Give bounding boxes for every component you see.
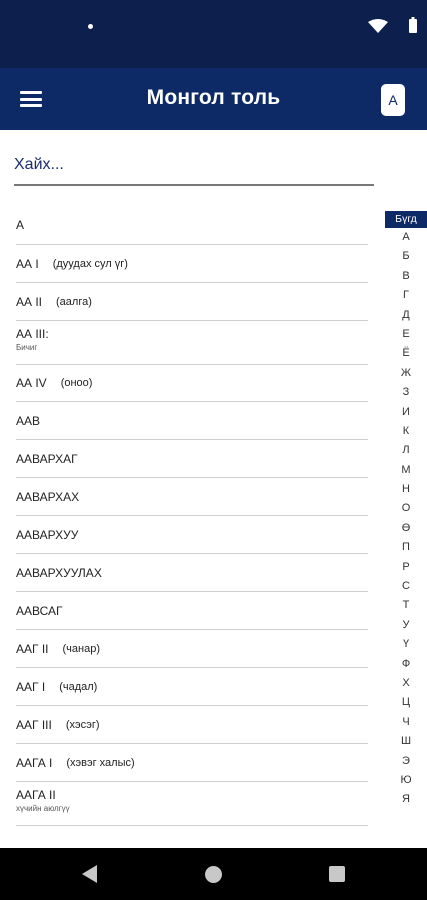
alphabet-letter[interactable]: Ц — [401, 696, 411, 709]
alphabet-letter[interactable]: Н — [402, 483, 410, 496]
entry-word: АА I — [16, 256, 39, 271]
list-item[interactable] — [16, 365, 368, 402]
notification-dot-icon — [88, 24, 93, 29]
alphabet-letter[interactable]: Ү — [402, 638, 410, 651]
alphabet-letter[interactable]: В — [402, 269, 410, 282]
alphabet-letter[interactable]: А — [402, 231, 410, 243]
list-item[interactable] — [16, 554, 368, 592]
alphabet-letter[interactable]: Ш — [400, 735, 412, 748]
list-item[interactable] — [16, 440, 368, 478]
alphabet-letter[interactable]: Т — [402, 599, 410, 612]
entry-note: (оноо) — [60, 377, 93, 389]
entry-word: АА III: — [16, 327, 49, 341]
alphabet-letter[interactable]: Р — [402, 560, 410, 573]
alphabet-letter[interactable]: Е — [402, 327, 410, 340]
list-item[interactable] — [16, 706, 368, 744]
entry-note: (дуудах сул үг) — [52, 257, 128, 270]
alphabet-letter[interactable]: Ж — [400, 366, 412, 379]
entry-note: (чадал) — [59, 680, 98, 693]
entry-word: ААВАРХАХ — [16, 489, 80, 504]
entry-word: ААГ III — [16, 717, 52, 732]
alphabet-letter[interactable]: Х — [402, 676, 410, 689]
alphabet-letter[interactable]: П — [402, 541, 410, 554]
entry-word: ААГА II — [16, 788, 56, 802]
entry-word: ААВАРХУУЛАХ — [16, 565, 102, 580]
entry-word: АА IV — [16, 376, 47, 390]
list-item[interactable] — [16, 668, 368, 706]
alphabet-letter[interactable]: З — [402, 386, 410, 399]
alphabet-letter[interactable]: И — [402, 405, 410, 418]
alphabet-letter[interactable]: Г — [403, 289, 409, 302]
entry-word: ААВСАГ — [16, 603, 63, 618]
alphabet-letter[interactable]: Ч — [402, 715, 410, 728]
list-item[interactable] — [16, 630, 368, 668]
alphabet-letter[interactable]: Ө — [401, 521, 411, 534]
entry-subtext: хүчийн аюлгүү — [16, 804, 70, 813]
entry-word: ААВ — [16, 413, 41, 428]
alphabet-letter[interactable]: Ё — [402, 347, 410, 360]
alphabet-letter[interactable]: О — [401, 502, 411, 515]
alphabet-letter[interactable]: Б — [402, 250, 410, 263]
entry-note: (аалга) — [56, 295, 92, 308]
back-triangle-icon[interactable] — [82, 865, 98, 883]
status-bar — [0, 0, 427, 68]
alphabet-letter[interactable]: Ю — [400, 773, 412, 786]
list-item[interactable] — [16, 283, 368, 321]
language-button[interactable]: А — [381, 84, 405, 116]
entry-subtext: Бичиг — [16, 343, 38, 352]
list-item[interactable] — [16, 245, 368, 283]
entry-word: А — [16, 218, 25, 232]
alphabet-letter[interactable]: Ф — [401, 657, 411, 670]
wifi-icon — [368, 19, 388, 33]
alphabet-index — [385, 211, 427, 810]
list-item[interactable] — [16, 592, 368, 630]
list-item[interactable] — [16, 402, 368, 440]
battery-icon — [409, 17, 417, 33]
entry-word: ААГА I — [16, 755, 53, 770]
entry-note: (хэвэг халыс) — [66, 756, 135, 769]
list-item[interactable] — [16, 321, 368, 365]
app-title: Монгол толь — [146, 86, 281, 109]
list-item[interactable] — [16, 516, 368, 554]
entry-note: (чанар) — [62, 642, 101, 655]
entry-note: (хэсэг) — [65, 718, 100, 731]
word-list — [16, 206, 368, 826]
alphabet-letter[interactable]: С — [402, 580, 410, 593]
list-item[interactable] — [16, 782, 368, 826]
list-item[interactable] — [16, 206, 368, 245]
alphabet-all-button[interactable]: Бүгд — [385, 211, 427, 228]
entry-word: ААВАРХУУ — [16, 527, 79, 542]
list-item[interactable] — [16, 744, 368, 782]
entry-word: ААГ I — [16, 679, 46, 694]
entry-word: АА II — [16, 294, 43, 309]
entry-word: ААВАРХАГ — [16, 451, 78, 466]
recent-square-icon[interactable] — [329, 866, 345, 882]
alphabet-letter[interactable]: М — [401, 463, 411, 476]
alphabet-letter[interactable]: Э — [402, 754, 410, 767]
list-item[interactable] — [16, 478, 368, 516]
alphabet-letter[interactable]: К — [402, 424, 410, 437]
entry-word: ААГ II — [16, 641, 49, 656]
home-circle-icon[interactable] — [205, 866, 222, 883]
alphabet-letter[interactable]: У — [402, 618, 410, 631]
alphabet-letter[interactable]: Д — [402, 308, 410, 321]
alphabet-letter[interactable]: Л — [402, 444, 410, 457]
alphabet-letter[interactable]: Я — [402, 793, 410, 806]
search-input[interactable] — [14, 150, 374, 186]
